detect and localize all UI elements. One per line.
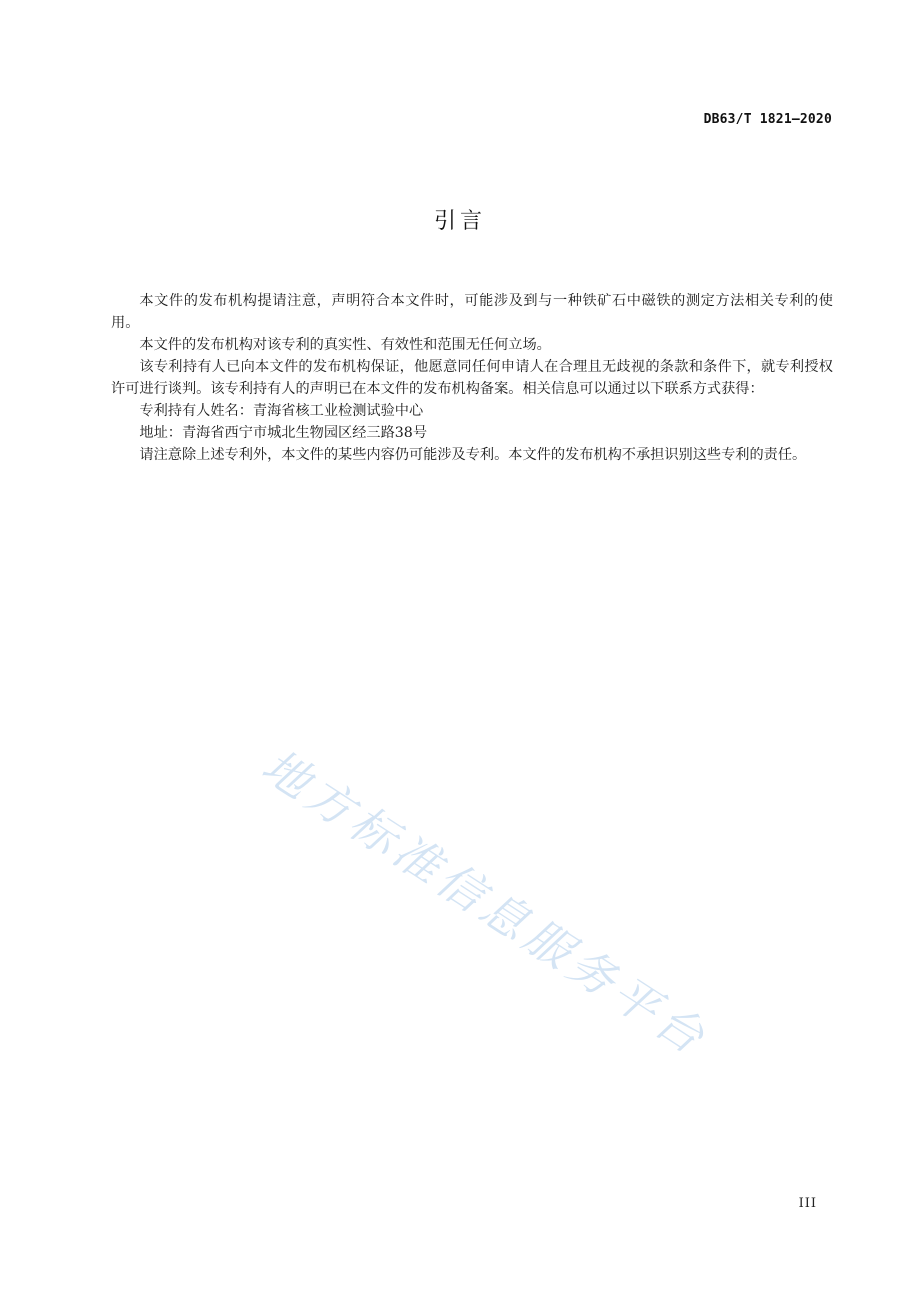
body-text (111, 290, 833, 466)
paragraph-patent-holder-address: 地址：青海省西宁市城北生物园区经三路38号 (139, 425, 428, 441)
paragraph-other-patents: 请注意除上述专利外，本文件的某些内容仍可能涉及专利。本文件的发布机构不承担识别这些专利的责任。 (139, 447, 807, 463)
paragraph-patent-holder-assurance: 该专利持有人已向本文件的发布机构保证，他愿意同任何申请人在合理且无歧视的条款和条件下，就专利授权许可进行谈判。该专利持有人的声明已在本文件的发布机构备案。相关信息可以通过以下联系方式获得： (111, 359, 833, 397)
paragraph-no-position: 本文件的发布机构对该专利的真实性、有效性和范围无任何立场。 (139, 337, 551, 353)
document-code: DB63/T 1821—2020 (703, 112, 832, 127)
watermark: 地方标准信息服务平台 (252, 738, 719, 1067)
section-title: 引言 (433, 209, 486, 234)
paragraph-patent-holder-name: 专利持有人姓名：青海省核工业检测试验中心 (139, 403, 424, 419)
page-number: III (798, 1196, 817, 1211)
paragraph-patent-notice: 本文件的发布机构提请注意，声明符合本文件时，可能涉及到与一种铁矿石中磁铁的测定方法相关专利的使用。 (111, 293, 833, 331)
